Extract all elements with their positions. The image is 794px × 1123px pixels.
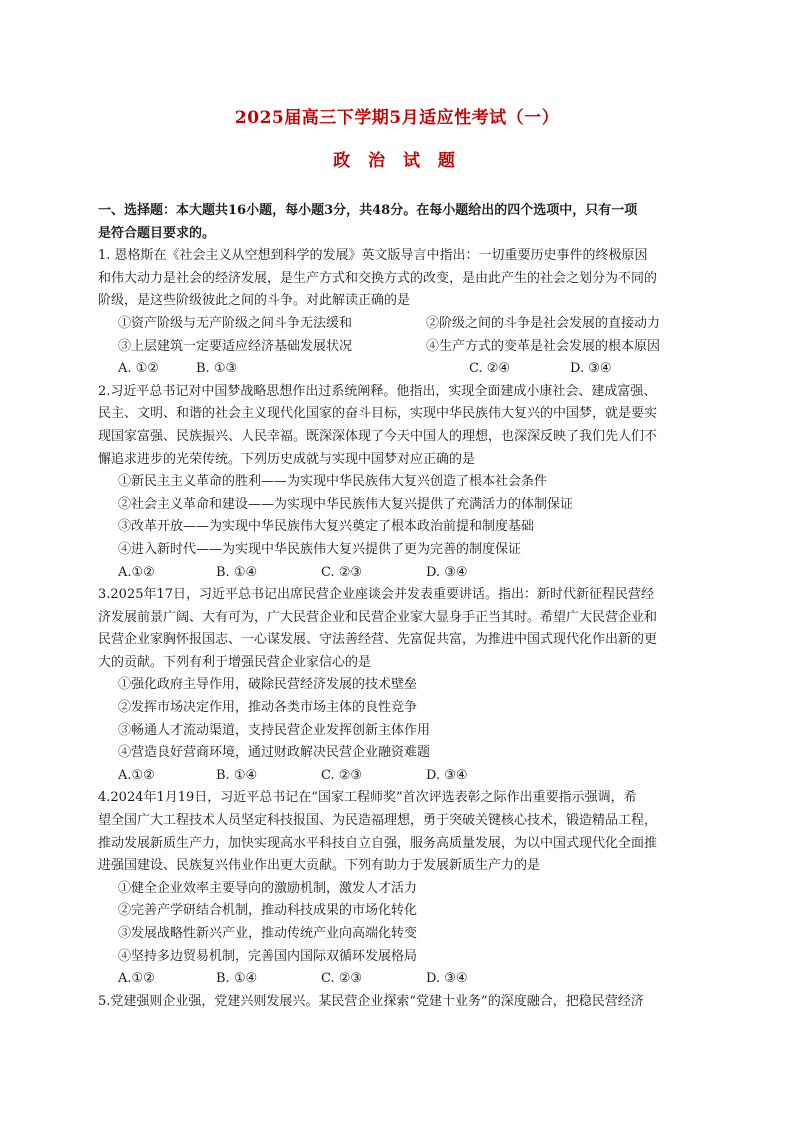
question-stem-line: 4.2024年1月19日，习近平总书记在“国家工程师奖”首次评选表彰之际作出重要指示强调，希 <box>98 790 637 806</box>
answer-choice-c: C. ②④ <box>469 361 511 377</box>
question-stem-line: 现国家富强、民族振兴、人民幸福。既深深体现了今天中国人的理想，也深深反映了我们先人们不 <box>98 428 658 444</box>
exam-subtitle: 政 治 试 题 <box>333 151 461 171</box>
option-item: ②阶级之间的斗争是社会发展的直接动力 <box>426 315 661 331</box>
exam-title: 2025届高三下学期5月适应性考试（一） <box>234 108 560 128</box>
question-stem-line: 济发展前景广阔、大有可为，广大民营企业和民营企业家大显身手正当其时。希望广大民营企业和 <box>98 609 658 625</box>
option-item: ④坚持多边贸易机制，完善国内国际双循环发展格局 <box>118 948 418 964</box>
option-item: ④生产方式的变革是社会发展的根本原因 <box>426 338 661 354</box>
option-item: ③上层建筑一定要适应经济基础发展状况 <box>118 338 353 354</box>
answer-choice-b: B. ①④ <box>216 767 258 783</box>
option-item: ④营造良好营商环境，通过财政解决民营企业融资难题 <box>118 745 431 761</box>
question-2 <box>98 381 702 584</box>
section-heading-line: 是符合题目要求的。 <box>98 225 216 241</box>
option-item: ②发挥市场决定作用，推动各类市场主体的良性竞争 <box>118 700 418 716</box>
question-stem-line: 2.习近平总书记对中国梦战略思想作出过系统阐释。他指出，实现全面建成小康社会、建成富强、 <box>98 383 657 399</box>
question-stem-line: 民主、文明、和谐的社会主义现代化国家的奋斗目标，实现中华民族伟大复兴的中国梦，就是要实 <box>98 406 658 422</box>
question-stem-line: 大的贡献。下列有利于增强民营企业家信心的是 <box>98 654 372 670</box>
answer-choice-c: C. ②③ <box>321 971 363 987</box>
question-stem-line: 懈追求进步的光荣传统。下列历史成就与实现中国梦对应正确的是 <box>98 451 476 467</box>
question-1 <box>98 245 702 381</box>
question-stem-line: 进强国建设、民族复兴伟业作出更大贡献。下列有助力于发展新质生产力的是 <box>98 858 541 874</box>
answer-choice-a: A.①② <box>118 564 155 580</box>
question-stem-line: 推动发展新质生产力，加快实现高水平科技自立自强，服务高质量发展，为以中国式现代化全面推 <box>98 835 658 851</box>
question-stem-line: 和伟大动力是社会的经济发展，是生产方式和交换方式的改变，是由此产生的社会之划分为不同的 <box>98 270 658 286</box>
answer-choice-c: C. ②③ <box>321 767 363 783</box>
exam-content <box>98 200 702 1013</box>
option-item: ③改革开放——为实现中华民族伟大复兴奠定了根本政治前提和制度基础 <box>118 519 535 535</box>
answer-choice-a: A.①② <box>118 767 155 783</box>
answer-choice-a: A.①② <box>118 971 155 987</box>
question-3 <box>98 584 702 787</box>
answer-choice-b: B. ①④ <box>216 564 258 580</box>
question-stem-line: 1. 恩格斯在《社会主义从空想到科学的发展》英文版导言中指出：一切重要历史事件的终极原因 <box>98 248 648 264</box>
option-row <box>98 336 702 359</box>
answer-choice-c: C. ②③ <box>321 564 363 580</box>
option-item: ④进入新时代——为实现中华民族伟大复兴提供了更为完善的制度保证 <box>118 541 522 557</box>
option-row <box>98 313 702 336</box>
answer-row <box>98 562 702 585</box>
question-5 <box>98 991 702 1014</box>
answer-row <box>98 968 702 991</box>
answer-choice-a: A. ①② <box>118 361 159 377</box>
question-4 <box>98 787 702 990</box>
answer-choice-b: B. ①④ <box>216 971 258 987</box>
answer-choice-d: D. ③④ <box>426 971 468 987</box>
option-item: ③畅通人才流动渠道，支持民营企业发挥创新主体作用 <box>118 722 431 738</box>
answer-choice-b: B. ①③ <box>196 361 238 377</box>
option-item: ②完善产学研结合机制，推动科技成果的市场化转化 <box>118 903 418 919</box>
option-item: ①健全企业效率主要导向的激励机制，激发人才活力 <box>118 880 418 896</box>
question-stem-line: 5.党建强则企业强，党建兴则发展兴。某民营企业探索“党建十业务”的深度融合，把稳民营经济 <box>98 993 644 1009</box>
question-stem-line: 民营企业家胸怀报国志、一心谋发展、守法善经营、先富促共富，为推进中国式现代化作出新的更 <box>98 632 658 648</box>
option-item: ①新民主主义革命的胜利——为实现中华民族伟大复兴创造了根本社会条件 <box>118 474 548 490</box>
option-item: ②社会主义革命和建设——为实现中华民族伟大复兴提供了充满活力的体制保证 <box>118 496 574 512</box>
question-stem-line: 望全国广大工程技术人员坚定科技报国、为民造福理想，勇于突破关键核心技术，锻造精品工程， <box>98 813 658 829</box>
section-heading-line: 一、选择题：本大题共16小题，每小题3分，共48分。在每小题给出的四个选项中，只有一项 <box>98 203 638 218</box>
answer-choice-d: D. ③④ <box>570 361 612 377</box>
question-stem-line: 阶级，是这些阶级彼此之间的斗争。对此解读正确的是 <box>98 293 411 309</box>
answer-row <box>98 358 702 381</box>
option-item: ③发展战略性新兴产业，推动传统产业向高端化转变 <box>118 926 418 941</box>
answer-choice-d: D. ③④ <box>426 564 468 580</box>
option-item: ①强化政府主导作用，破除民营经济发展的技术壁垒 <box>118 677 418 693</box>
question-stem-line: 3.2025年17日，习近平总书记出席民营企业座谈会并发表重要讲话。指出：新时代新征程民营经 <box>98 587 655 603</box>
option-item: ①资产阶级与无产阶级之间斗争无法缓和 <box>118 315 353 331</box>
answer-choice-d: D. ③④ <box>426 767 468 783</box>
answer-row <box>98 765 702 788</box>
